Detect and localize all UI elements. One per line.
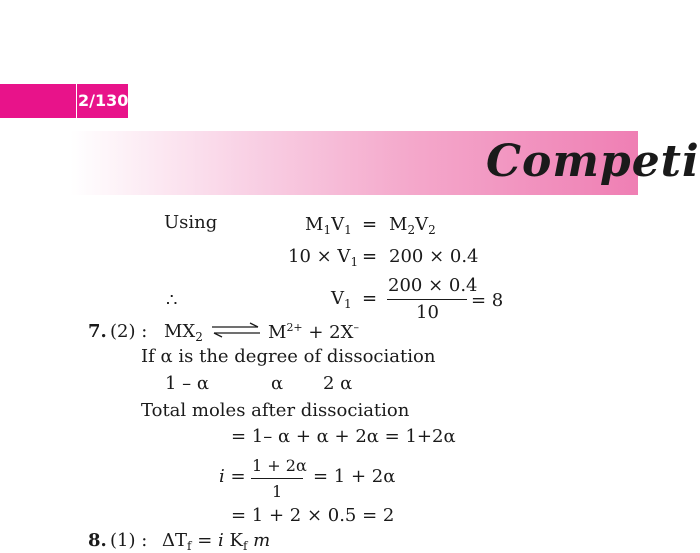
q7-number: 7. [88, 321, 107, 342]
eq3-equals: = [362, 288, 378, 309]
eq1-equals: = [362, 214, 378, 235]
i-label: i = [219, 466, 246, 487]
reaction-left: $MX_2$ [164, 321, 203, 344]
q7-line-dissociation: If α is the degree of dissociation [141, 346, 436, 367]
q7-col2: α [271, 373, 284, 394]
eq1-left: $M_1V_1$ [305, 214, 352, 237]
q8-option: (1) : [110, 530, 148, 551]
q8-formula: $\Delta T_f = i$ $K_f$ m [162, 530, 271, 553]
q7-line-final: = 1 + 2 × 0.5 = 2 [231, 505, 395, 526]
eq2-right: 200 × 0.4 [389, 246, 479, 267]
i-fraction-line [251, 478, 303, 479]
eq1-right: $M_2V_2$ [389, 214, 436, 237]
q7-line-total-moles: Total moles after dissociation [141, 400, 410, 421]
eq3-left: $V_1$ [331, 288, 352, 311]
q7-col1: 1 – α [165, 373, 210, 394]
i-denominator: 1 [272, 482, 283, 501]
brand-title: Competi [486, 136, 700, 187]
eq2-equals: = [362, 246, 378, 267]
equilibrium-arrow-icon [210, 322, 262, 338]
using-label: Using [164, 212, 218, 233]
q7-col3: 2 α [323, 373, 353, 394]
eq3-numerator: 200 × 0.4 [388, 275, 478, 296]
i-numerator: 1 + 2α [252, 456, 307, 475]
q7-option: (2) : [110, 321, 148, 342]
therefore-symbol: ∴ [166, 290, 178, 311]
eq3-fraction-line [387, 299, 467, 300]
page-number-divider [76, 84, 77, 118]
i-result: = 1 + 2α [313, 466, 396, 487]
q7-line-sum: = 1– α + α + 2α = 1+2α [231, 426, 456, 447]
eq3-result: = 8 [471, 290, 504, 311]
q8-number: 8. [88, 530, 107, 551]
eq3-denominator: 10 [416, 302, 439, 323]
reaction-right: $M^{2+} + 2X^-$ [268, 321, 359, 343]
eq2-left: $10 \times V_1$ [288, 246, 359, 269]
page-number: 2/130 [78, 91, 129, 110]
